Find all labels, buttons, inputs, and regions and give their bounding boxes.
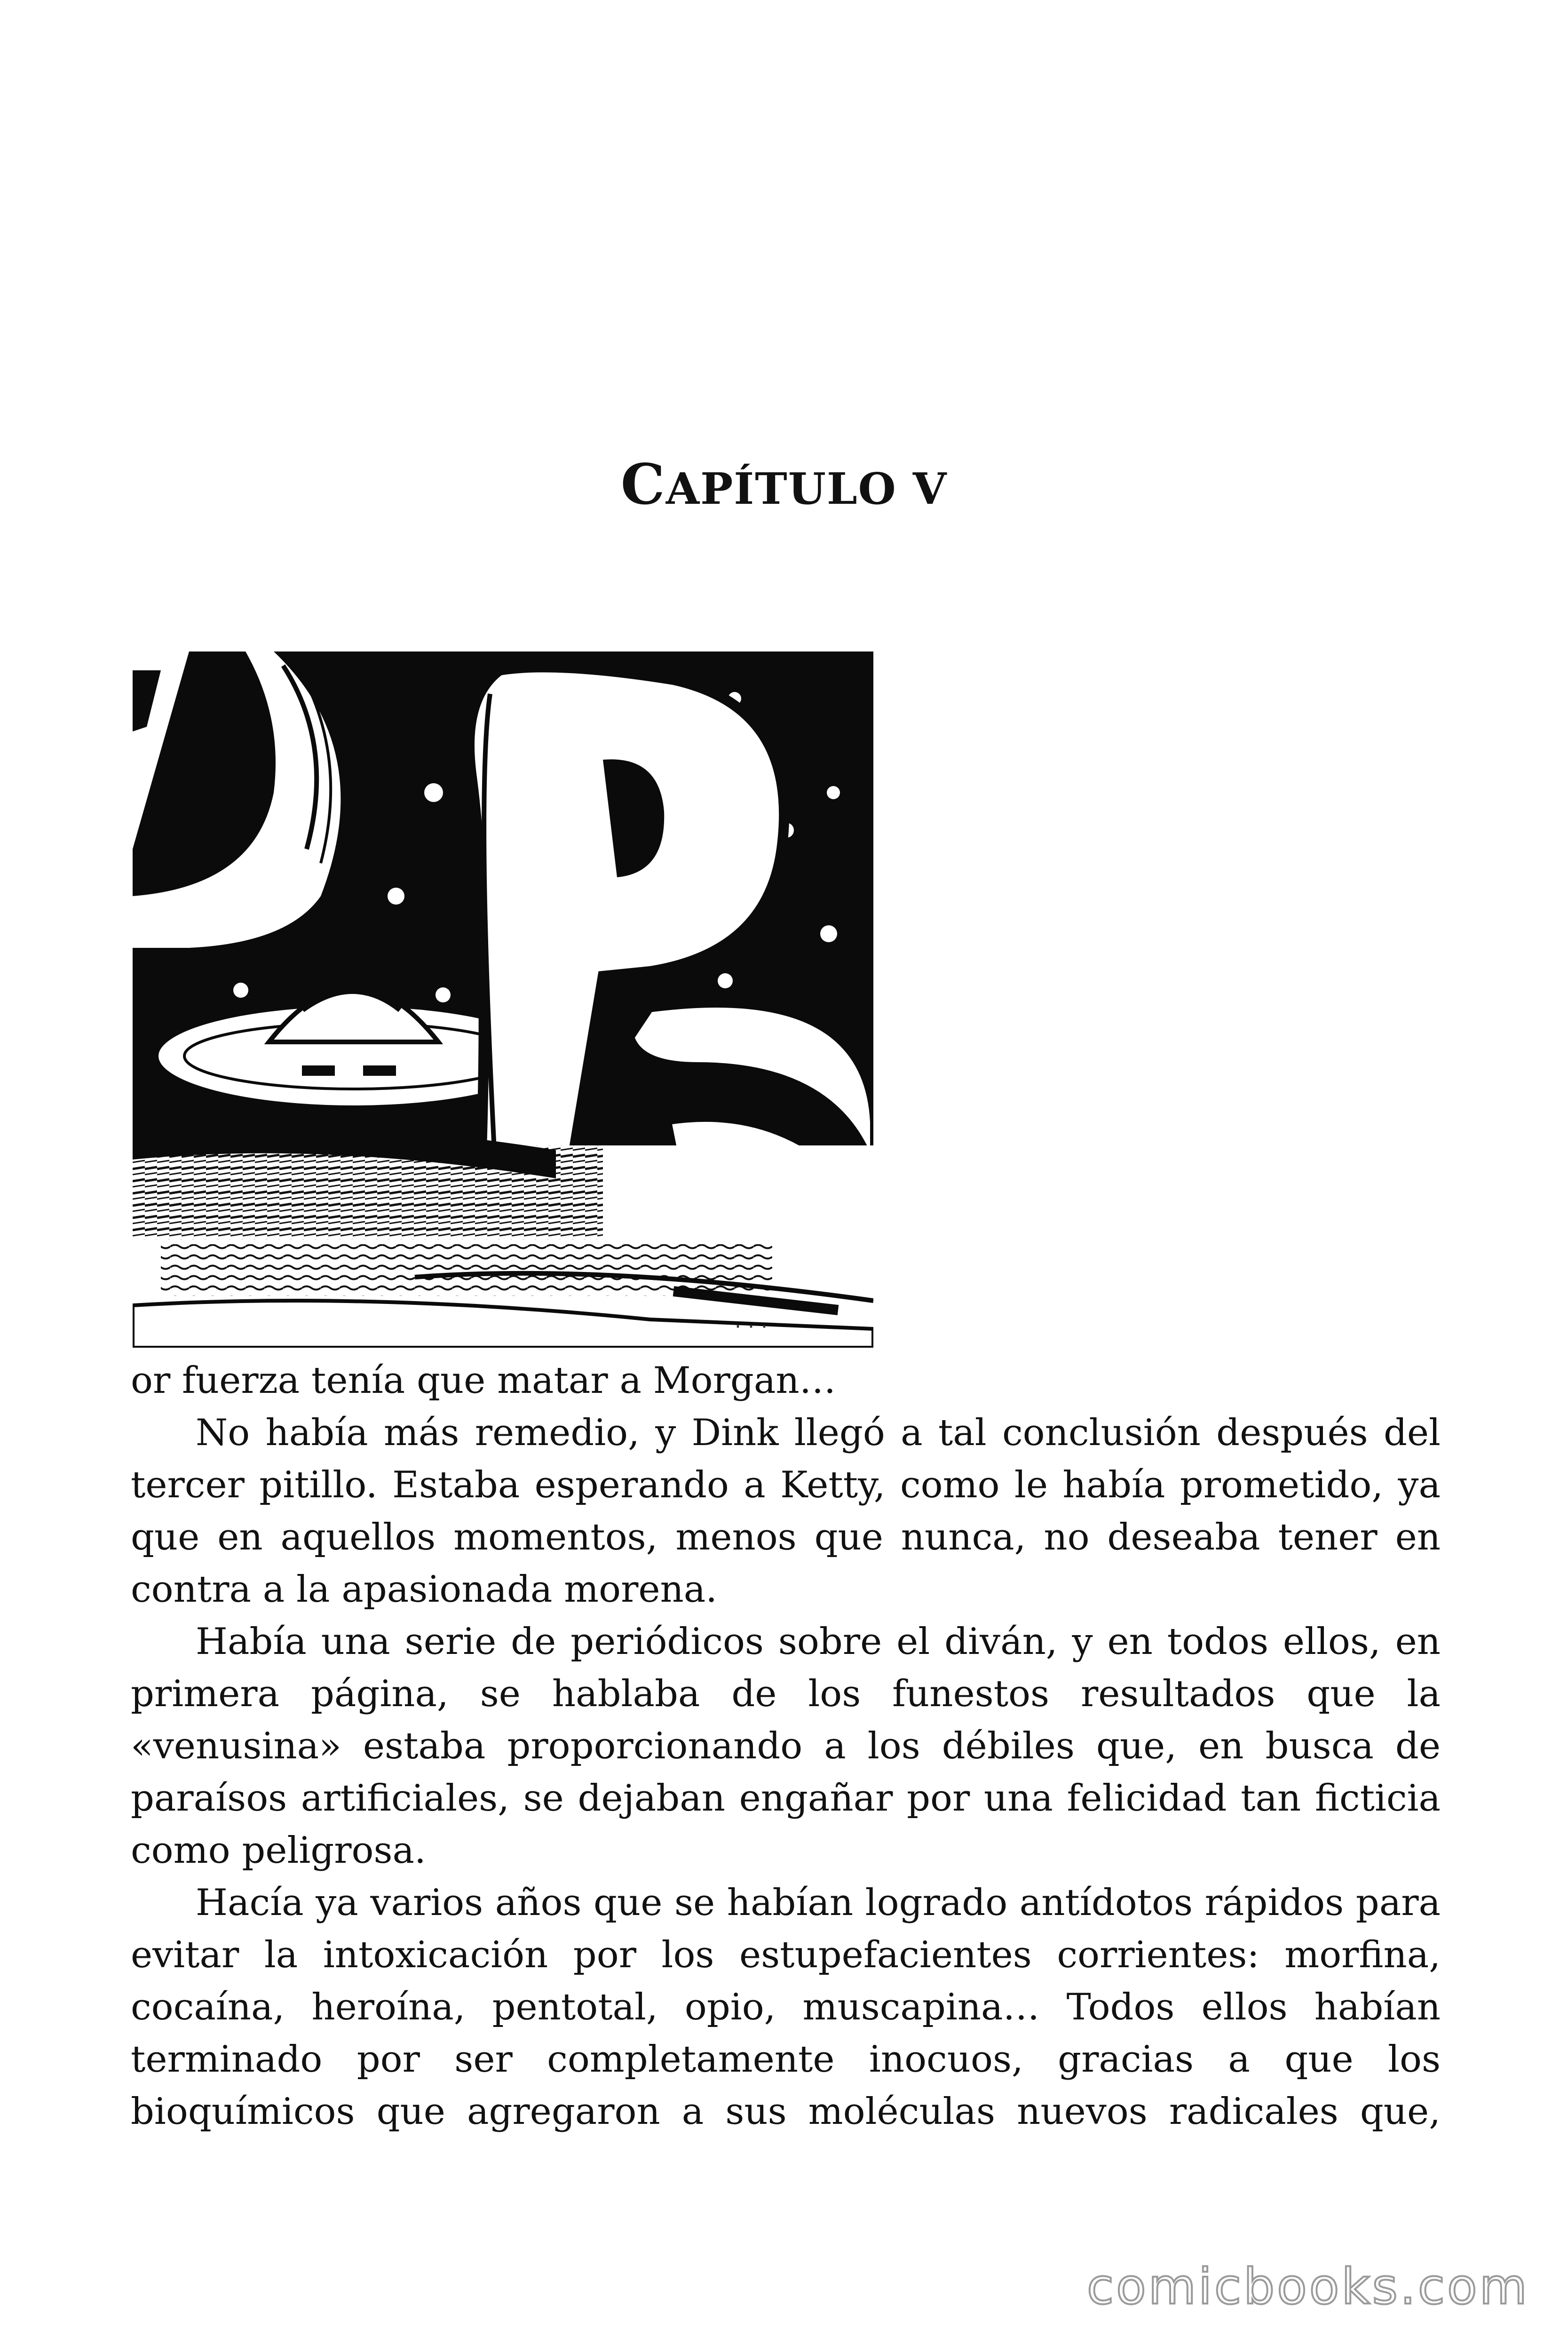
- chapter-title-rest: APÍTULO V: [665, 463, 948, 514]
- chapter-title-initial: C: [620, 452, 666, 517]
- watermark: comicbooks.com: [1086, 2258, 1529, 2315]
- paragraph-2: No había más remedio, y Dink llegó a tal conclusión después del tercer pitillo. Estaba esperando a Ketty, como le había prometido, ya que en aquellos momentos, menos que nunca, no deseaba tener en contra a la apasionada morena.: [131, 1412, 1441, 1611]
- paragraph-4: Hacía ya varios años que se habían logrado antídotos rápidos para evitar la intoxicación por los estupefacientes corrientes: morfina, cocaína, heroína, pentotal, opio, muscapina… Todos ellos habían terminado por ser completamente inocuos, gracias a que los bioquímicos que agregaron a sus moléculas nuevos radicales que,: [131, 1882, 1441, 2133]
- paragraph-1: or fuerza tenía que matar a Morgan…: [131, 1359, 836, 1402]
- drop-cap-letter-p-icon: [133, 652, 873, 1348]
- paragraph-3: Había una serie de periódicos sobre el diván, y en todos ellos, en primera página, se hablaba de los funestos resultados que la «venusina» estaba proporcionando a los débiles que, en busca de paraísos artificiales, se dejaban engañar por una felicidad tan ficticia como peligrosa.: [131, 1621, 1441, 1872]
- chapter-body: [131, 1355, 1441, 2138]
- chapter-title: [0, 452, 1568, 517]
- svg-text:· · ·: · · ·: [735, 1315, 768, 1339]
